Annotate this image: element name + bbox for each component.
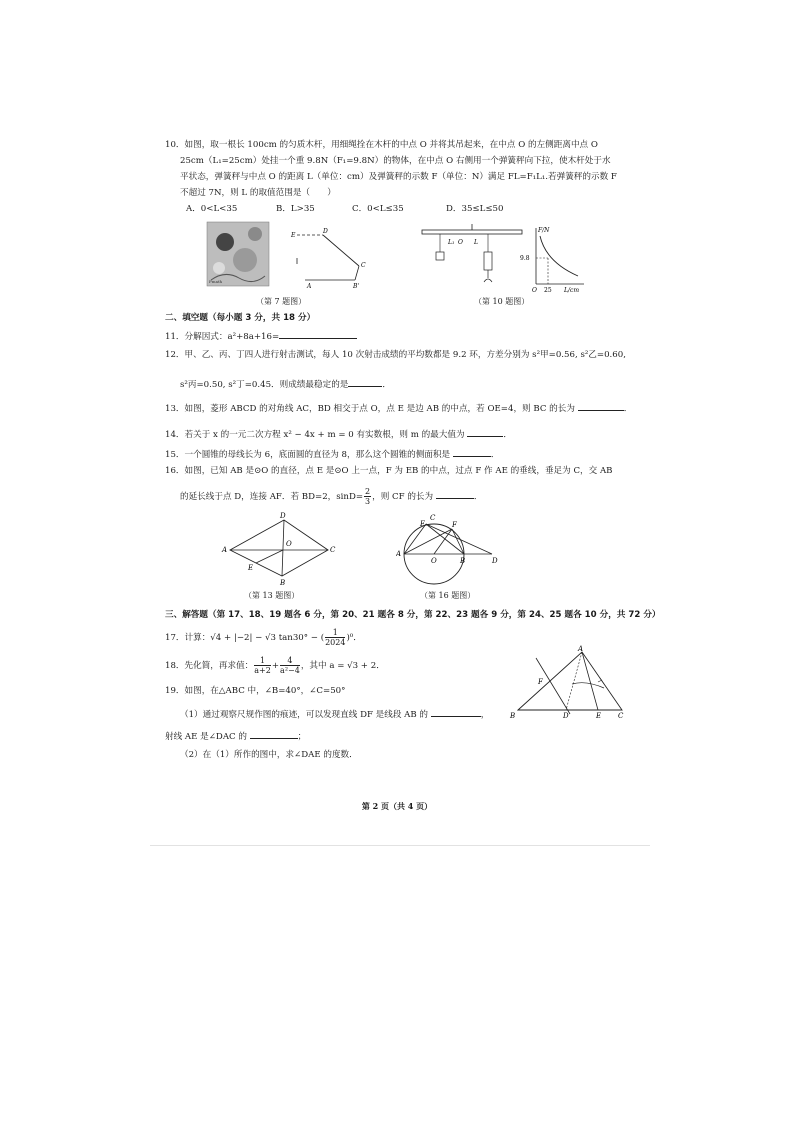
q11 — [165, 330, 357, 343]
q19-part1-text: （1）通过观察尺规作图的痕迹，可以发现直线 DF 是线段 AB 的 — [180, 710, 429, 720]
q13-text: 13．如图，菱形 ABCD 的对角线 AC，BD 相交于点 O，点 E 是边 AB 的中点，若 OE=4，则 BC 的长为 — [165, 404, 575, 414]
q12-line2 — [180, 378, 391, 391]
q12-text: 12．甲、乙、丙、丁四人进行射击测试，每人 10 次射击成绩的平均数都是 9.2 环，方差分别为 — [165, 350, 530, 360]
figure-10-tick-25: 25 — [544, 287, 552, 294]
q18-fraction-2 — [280, 656, 300, 675]
figure-13-label-o: O — [286, 540, 292, 548]
q16-frac-num: 2 — [365, 487, 371, 496]
figure-19-label-f: F — [538, 678, 543, 686]
figure-13-label-e: E — [248, 564, 254, 572]
q18-f2-den: a²−4 — [280, 666, 300, 675]
q19-line4: （2）在（1）所作的图中，求∠DAE 的度数． — [180, 750, 358, 760]
q16-end: ． — [473, 492, 483, 502]
q18-prefix: 18．先化简，再求值： — [165, 661, 254, 671]
q17-fraction — [325, 628, 345, 647]
q13-end: ． — [623, 404, 633, 414]
q10-line2: 25cm（L₁=25cm）处挂一个重 9.8N（F₁=9.8N）的物体，在中点 O 右侧用一个弹簧秤向下拉，使木杆处于水 — [180, 156, 611, 166]
q11-text: 11．分解因式：a²+8a+16= — [165, 332, 280, 342]
figure-13-label-b: B — [280, 579, 286, 586]
figure-16-caption: （第 16 题图） — [420, 591, 476, 600]
figure-16-label-a: A — [396, 550, 402, 558]
q14-answer-blank[interactable] — [467, 428, 503, 437]
q16-text-b: ，则 CF 的长为 — [372, 492, 434, 502]
figure-16-label-c: C — [430, 514, 436, 522]
q17-prefix: 17．计算：√4 + |−2| − √3 tan30° − ( — [165, 633, 325, 643]
q13 — [165, 402, 632, 415]
q13-answer-blank[interactable] — [578, 402, 624, 411]
q16-line2 — [180, 486, 482, 508]
figure-7 — [205, 220, 375, 292]
q17-frac-den: 2024 — [325, 638, 346, 647]
q17 — [165, 626, 362, 650]
q14-text: 14．若关于 x 的一元二次方程 x² − 4x + m = 0 有实数根，则 m 的最大值为 — [165, 430, 465, 440]
figure-16-label-o: O — [431, 557, 437, 565]
figure-7-label-b: B' — [353, 283, 360, 290]
section-3-title: 三、解答题（第 17、18、19 题各 6 分，第 20、21 题各 8 分，第 22、23 题各 9 分，第 24、25 题各 10 分，共 72 分） — [165, 610, 661, 620]
q16-text-a: 的延长线于点 D，连接 AF．若 BD=2，sinD= — [180, 492, 364, 502]
q14 — [165, 428, 512, 441]
figure-13-caption: （第 13 题图） — [244, 591, 300, 600]
q16-frac-den: 3 — [365, 497, 371, 506]
q12-answer-blank[interactable] — [348, 378, 382, 387]
q18-f2-num: 4 — [280, 656, 300, 666]
q12-end: ． — [382, 380, 392, 390]
figure-16-label-f: F — [452, 521, 457, 529]
figure-10-caption: （第 10 题图） — [474, 297, 530, 306]
figure-13-label-c: C — [330, 546, 336, 554]
q19-line2-end: ， — [480, 710, 490, 720]
q17-suffix: )⁰． — [346, 633, 362, 643]
q18-f1-num: 1 — [254, 656, 271, 666]
figure-10-label-l1: L₁ — [448, 239, 455, 246]
figure-10 — [418, 222, 588, 294]
q19-line2 — [180, 708, 489, 721]
q19-answer-blank-2[interactable] — [250, 730, 298, 739]
q19-line3 — [165, 730, 306, 743]
figure-19 — [508, 644, 632, 720]
figure-19-label-a: A — [578, 645, 584, 653]
q15-answer-blank[interactable] — [453, 448, 491, 457]
figure-16-label-d: D — [492, 557, 498, 565]
figure-19-label-b: B — [510, 712, 516, 720]
figure-16 — [396, 512, 500, 588]
q14-end: ． — [503, 430, 512, 440]
q15 — [165, 448, 500, 461]
page-footer: 第 2 页（共 4 页） — [361, 801, 433, 811]
q12-variance-yi: s²乙=0.60, — [580, 350, 626, 360]
figure-7-label-d: D — [323, 228, 328, 235]
figure-7-label-e: E — [291, 232, 296, 239]
q12-line1 — [165, 350, 626, 361]
figure-19-label-d: D — [563, 712, 569, 720]
bottom-divider — [150, 845, 650, 846]
q10-option-b: B．L>35 — [276, 204, 315, 214]
q11-answer-blank[interactable] — [279, 330, 357, 339]
figure-13 — [220, 510, 340, 586]
figure-16-label-e: E — [420, 520, 426, 528]
figure-7-caption: （第 7 题图） — [256, 297, 307, 306]
q10-line3: 平状态，弹簧秤与中点 O 的距离 L（单位：cm）及弹簧秤的示数 F（单位：N）满足 FL=F₁L₁.若弹簧秤的示数 F — [180, 172, 617, 182]
q12-variance-bing: s²丙=0.50, — [180, 380, 226, 390]
figure-10-axis-y: F/N — [538, 227, 550, 234]
section-2-title: 二、填空题（每小题 3 分，共 18 分） — [165, 313, 316, 323]
figure-13-label-d: D — [280, 512, 286, 520]
q19-answer-blank-1[interactable] — [431, 708, 481, 717]
q19-part1b-text: 射线 AE 是∠DAC 的 — [165, 732, 247, 742]
figure-7-photo-text: Fmath — [209, 279, 223, 284]
q10-option-d: D．35≤L≤50 — [446, 204, 504, 214]
figure-10-label-l: L — [474, 239, 478, 246]
q18-f1-den: a+2 — [254, 666, 271, 675]
q12-variance-ding: s²丁=0.45．则成绩最稳定的是 — [228, 380, 349, 390]
q16-sin-fraction — [364, 487, 371, 506]
q15-text: 15．一个圆锥的母线长为 6，底面圆的直径为 8，那么这个圆锥的侧面积是 — [165, 450, 451, 460]
q17-frac-num: 1 — [325, 628, 345, 638]
q18 — [165, 654, 385, 678]
q18-fraction-1 — [254, 656, 271, 675]
figure-7-label-a: A — [307, 283, 312, 290]
figure-7-label-c: C — [361, 262, 366, 269]
q15-end: ． — [490, 450, 500, 460]
figure-10-tick-9-8: 9.8 — [520, 255, 530, 262]
q16-line1: 16．如图，已知 AB 是⊙O 的直径，点 E 是⊙O 上一点，F 为 EB 的中点，过点 F 作 AE 的垂线，垂足为 C，交 AB — [165, 466, 613, 476]
figure-13-label-a: A — [222, 546, 228, 554]
figure-19-label-c: C — [618, 712, 624, 720]
q18-plus: + — [271, 661, 280, 671]
q10-option-c: C．0<L≤35 — [352, 204, 404, 214]
figure-16-label-b: B — [460, 557, 466, 565]
q10-line4: 不超过 7N，则 L 的取值范围是（ ） — [180, 188, 336, 198]
figure-19-label-e: E — [596, 712, 602, 720]
figure-10-origin: O — [532, 287, 537, 294]
q18-suffix: ，其中 a = √3 + 2． — [300, 661, 385, 671]
q12-variance-jia: s²甲=0.56, — [532, 350, 578, 360]
figure-10-label-o: O — [458, 239, 463, 246]
q19-line1: 19．如图，在△ABC 中，∠B=40°，∠C=50° — [165, 686, 346, 696]
q19-line3-end: ； — [297, 732, 307, 742]
q16-answer-blank[interactable] — [436, 490, 474, 499]
figure-10-axis-x: L/cm — [564, 287, 580, 294]
q10-line1: 10．如图，取一根长 100cm 的匀质木杆，用细绳拴在木杆的中点 O 并将其吊起来，在中点 O 的左侧距离中点 O — [165, 140, 598, 150]
q10-option-a: A．0<L<35 — [186, 204, 238, 214]
